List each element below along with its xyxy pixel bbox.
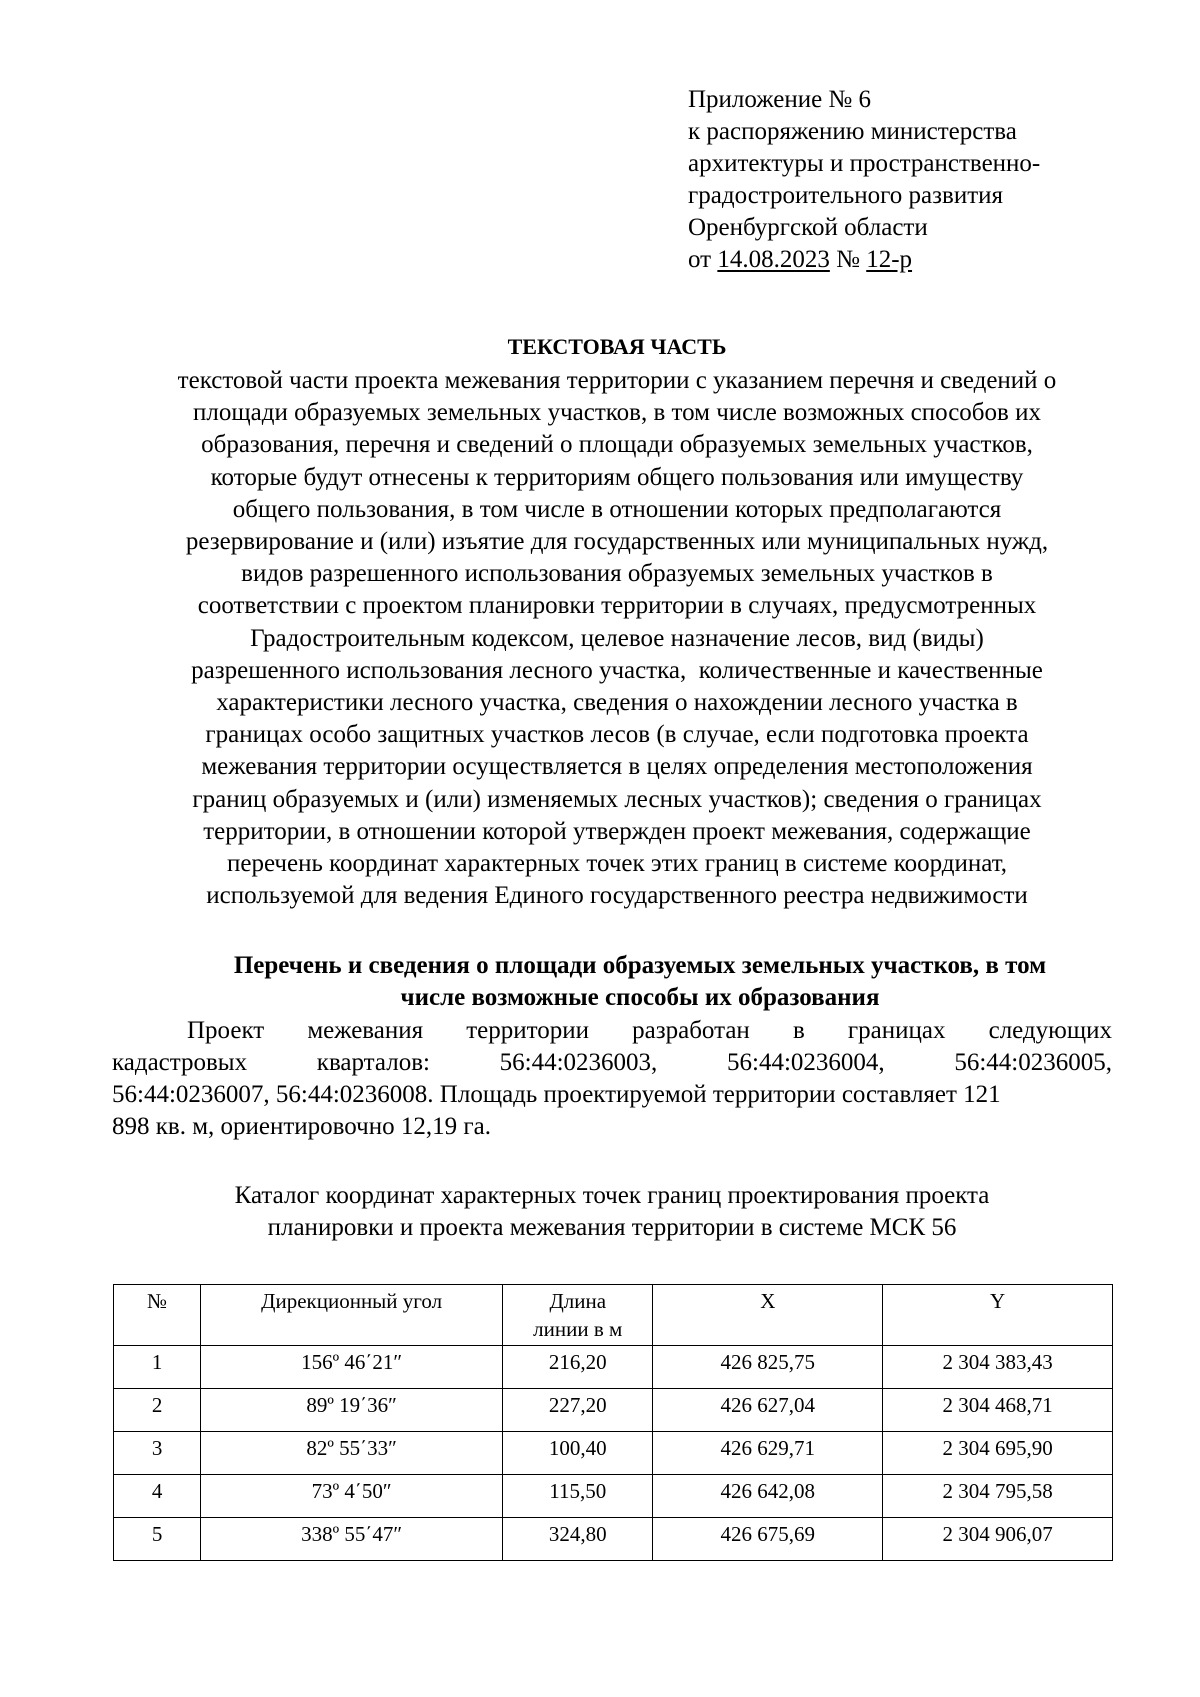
catalog-caption-line-2: планировки и проекта межевания территории в системе МСК 56 xyxy=(267,1214,957,1241)
coordinates-table xyxy=(113,1284,1113,1561)
table-body xyxy=(114,1346,1113,1561)
appendix-header xyxy=(688,84,1168,276)
appendix-date-line xyxy=(688,244,1168,276)
title-description-line: резервирование и (или) изъятие для государственных или муниципальных нужд, xyxy=(185,528,1049,556)
title-description-line: общего пользования, в том числе в отношении которых предполагаются xyxy=(232,495,1002,523)
catalog-caption-line-1: Каталог координат характерных точек границ проектирования проекта xyxy=(234,1182,990,1209)
header-num: № xyxy=(114,1285,201,1346)
title-description-line: соответствии с проектом планировки территории в случаях, предусмотренных xyxy=(197,592,1037,620)
cell-num: 2 xyxy=(114,1389,201,1432)
appendix-line-5: Оренбургской области xyxy=(688,214,928,241)
appendix-line-4: градостроительного развития xyxy=(688,182,1004,209)
title-description-line: образования, перечня и сведений о площади образуемых земельных участков, xyxy=(201,431,1033,459)
cell-y: 2 304 906,07 xyxy=(883,1518,1113,1561)
paragraph-word: 56:44:0236004, xyxy=(727,1049,885,1076)
section-heading xyxy=(140,950,1140,1014)
section-heading-line-2: числе возможные способы их образования xyxy=(400,984,880,1011)
title-description-line: границ образуемых и (или) изменяемых лесных участков); сведения о границах xyxy=(192,785,1042,813)
paragraph-word: в xyxy=(792,1017,805,1044)
title-description-line: видов разрешенного использования образуемых земельных участков в xyxy=(241,560,993,588)
paragraph-word: межевания xyxy=(307,1017,424,1044)
table-row xyxy=(114,1518,1113,1561)
cell-length: 216,20 xyxy=(503,1346,653,1389)
cell-num: 3 xyxy=(114,1432,201,1475)
cell-y: 2 304 468,71 xyxy=(883,1389,1113,1432)
header-length xyxy=(503,1285,653,1346)
catalog-caption xyxy=(112,1180,1112,1244)
cell-num: 5 xyxy=(114,1518,201,1561)
cell-x: 426 825,75 xyxy=(653,1346,883,1389)
title-description-line: текстовой части проекта межевания территории с указанием перечня и сведений о xyxy=(177,367,1057,394)
appendix-date: 14.08.2023 xyxy=(717,246,830,273)
title-description-line: границах особо защитных участков лесов (в случае, если подготовка проекта xyxy=(205,721,1029,749)
paragraph-word: территории xyxy=(466,1017,590,1044)
cell-angle: 156º 46΄21″ xyxy=(201,1346,503,1389)
cell-angle: 338º 55΄47″ xyxy=(201,1518,503,1561)
number-prefix: № xyxy=(836,246,860,273)
section-paragraph xyxy=(112,1015,1112,1143)
paragraph-line-3: 56:44:0236007, 56:44:0236008. Площадь проектируемой территории составляет 121 xyxy=(112,1081,1001,1108)
cell-num: 4 xyxy=(114,1475,201,1518)
title-description-line: площади образуемых земельных участков, в том числе возможных способов их xyxy=(193,399,1041,427)
title-description-line: межевания территории осуществляется в целях определения местоположения xyxy=(201,753,1033,781)
cell-y: 2 304 795,58 xyxy=(883,1475,1113,1518)
date-prefix: от xyxy=(688,246,712,273)
cell-x: 426 675,69 xyxy=(653,1518,883,1561)
title-description xyxy=(112,365,1122,912)
cell-x: 426 642,08 xyxy=(653,1475,883,1518)
header-length-line-2: линии в м xyxy=(533,1317,623,1341)
table-row xyxy=(114,1389,1113,1432)
cell-y: 2 304 695,90 xyxy=(883,1432,1113,1475)
header-x: X xyxy=(653,1285,883,1346)
table-row xyxy=(114,1432,1113,1475)
title-description-line: которые будут отнесены к территориям общего пользования или имуществу xyxy=(210,463,1024,491)
paragraph-word: 56:44:0236005, xyxy=(954,1049,1112,1076)
cell-num: 1 xyxy=(114,1346,201,1389)
title-description-line: Градостроительным кодексом, целевое назначение лесов, вид (виды) xyxy=(250,624,984,652)
cell-y: 2 304 383,43 xyxy=(883,1346,1113,1389)
paragraph-word: разработан xyxy=(632,1017,750,1044)
table-header-row xyxy=(114,1285,1113,1346)
paragraph-word: кадастровых xyxy=(112,1049,248,1076)
paragraph-word: границах xyxy=(847,1017,946,1044)
title-description-line: перечень координат характерных точек этих границ в системе координат, xyxy=(226,850,1008,878)
title-description-line: используемой для ведения Единого государственного реестра недвижимости xyxy=(206,882,1028,910)
cell-x: 426 629,71 xyxy=(653,1432,883,1475)
table-row xyxy=(114,1475,1113,1518)
paragraph-word: 56:44:0236003, xyxy=(499,1049,658,1076)
appendix-line-3: архитектуры и пространственно- xyxy=(688,150,1041,177)
title-description-line: разрешенного использования лесного участка, количественные и качественные xyxy=(191,656,1043,684)
header-angle: Дирекционный угол xyxy=(201,1285,503,1346)
header-y: Y xyxy=(883,1285,1113,1346)
cell-length: 227,20 xyxy=(503,1389,653,1432)
paragraph-word: следующих xyxy=(988,1017,1112,1044)
cell-x: 426 627,04 xyxy=(653,1389,883,1432)
cell-length: 115,50 xyxy=(503,1475,653,1518)
appendix-line-1: Приложение № 6 xyxy=(688,86,872,113)
table-row xyxy=(114,1346,1113,1389)
cell-angle: 89º 19΄36″ xyxy=(201,1389,503,1432)
cell-length: 100,40 xyxy=(503,1432,653,1475)
paragraph-line-1 xyxy=(112,1015,1112,1047)
appendix-line-2: к распоряжению министерства xyxy=(688,118,1017,145)
paragraph-word: кварталов: xyxy=(316,1049,430,1076)
paragraph-word: Проект xyxy=(187,1017,265,1044)
appendix-number: 12-р xyxy=(866,246,913,273)
cell-length: 324,80 xyxy=(503,1518,653,1561)
page-title: ТЕКСТОВАЯ ЧАСТЬ xyxy=(507,334,727,359)
paragraph-line-4: 898 кв. м, ориентировочно 12,19 га. xyxy=(112,1113,491,1140)
paragraph-line-2 xyxy=(112,1047,1112,1079)
section-heading-line-1: Перечень и сведения о площади образуемых земельных участков, в том xyxy=(233,952,1047,979)
title-description-line: характеристики лесного участка, сведения о нахождении лесного участка в xyxy=(216,689,1018,717)
title-description-line: территории, в отношении которой утвержден проект межевания, содержащие xyxy=(203,817,1031,845)
header-length-line-1: Длина xyxy=(549,1289,607,1313)
cell-angle: 82º 55΄33″ xyxy=(201,1432,503,1475)
cell-angle: 73º 4΄50″ xyxy=(201,1475,503,1518)
